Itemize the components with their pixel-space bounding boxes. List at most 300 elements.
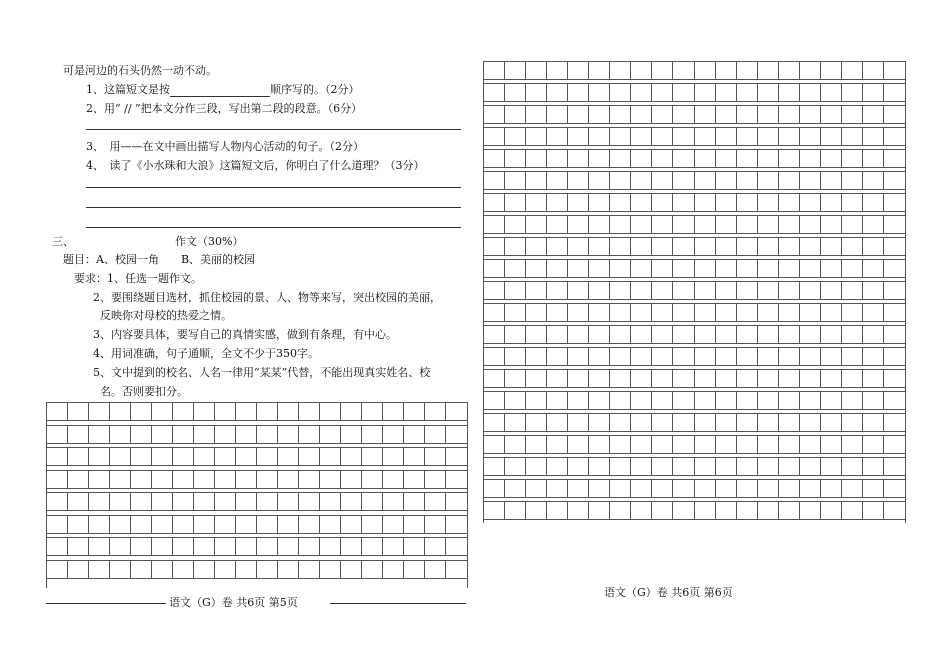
grid-cell[interactable] <box>841 172 842 189</box>
grid-cell[interactable] <box>672 62 673 79</box>
grid-cell[interactable] <box>651 414 652 431</box>
grid-cell[interactable] <box>567 172 568 189</box>
grid-cell[interactable] <box>609 194 610 211</box>
grid-cell[interactable] <box>820 238 821 255</box>
grid-cell[interactable] <box>672 392 673 409</box>
grid-cell[interactable] <box>715 392 716 409</box>
grid-cell[interactable] <box>403 561 404 578</box>
grid-cell[interactable] <box>778 84 779 101</box>
grid-cell[interactable] <box>862 480 863 497</box>
grid-cell[interactable] <box>799 260 800 277</box>
grid-cell[interactable] <box>609 106 610 123</box>
grid-cell[interactable] <box>525 128 526 145</box>
grid-cell[interactable] <box>715 480 716 497</box>
grid-cell[interactable] <box>361 561 362 578</box>
grid-cell[interactable] <box>130 538 131 555</box>
grid-cell[interactable] <box>651 238 652 255</box>
grid-cell[interactable] <box>778 260 779 277</box>
grid-cell[interactable] <box>651 260 652 277</box>
grid-cell[interactable] <box>799 194 800 211</box>
grid-cell[interactable] <box>799 392 800 409</box>
grid-cell[interactable] <box>319 516 320 533</box>
grid-cell[interactable] <box>883 392 884 409</box>
grid-cell[interactable] <box>504 370 505 387</box>
grid-cell[interactable] <box>340 538 341 555</box>
grid-cell[interactable] <box>862 502 863 519</box>
grid-cell[interactable] <box>736 502 737 519</box>
grid-cell[interactable] <box>403 493 404 510</box>
grid-cell[interactable] <box>546 106 547 123</box>
grid-cell[interactable] <box>736 458 737 475</box>
grid-cell[interactable] <box>841 458 842 475</box>
grid-cell[interactable] <box>757 216 758 233</box>
grid-cell[interactable] <box>778 480 779 497</box>
grid-cell[interactable] <box>546 436 547 453</box>
grid-cell[interactable] <box>820 392 821 409</box>
grid-cell[interactable] <box>67 448 68 465</box>
grid-cell[interactable] <box>651 348 652 365</box>
grid-cell[interactable] <box>630 414 631 431</box>
grid-cell[interactable] <box>736 172 737 189</box>
grid-cell[interactable] <box>651 282 652 299</box>
grid-cell[interactable] <box>525 436 526 453</box>
grid-cell[interactable] <box>424 471 425 488</box>
grid-cell[interactable] <box>715 194 716 211</box>
grid-cell[interactable] <box>567 84 568 101</box>
grid-cell[interactable] <box>361 426 362 443</box>
grid-cell[interactable] <box>799 370 800 387</box>
grid-cell[interactable] <box>820 326 821 343</box>
grid-cell[interactable] <box>424 426 425 443</box>
grid-cell[interactable] <box>715 282 716 299</box>
grid-cell[interactable] <box>193 516 194 533</box>
grid-cell[interactable] <box>67 471 68 488</box>
grid-cell[interactable] <box>630 458 631 475</box>
grid-cell[interactable] <box>256 471 257 488</box>
grid-cell[interactable] <box>546 326 547 343</box>
grid-cell[interactable] <box>256 493 257 510</box>
grid-cell[interactable] <box>445 448 446 465</box>
grid-cell[interactable] <box>546 458 547 475</box>
grid-cell[interactable] <box>88 516 89 533</box>
grid-cell[interactable] <box>757 480 758 497</box>
grid-cell[interactable] <box>504 458 505 475</box>
grid-cell[interactable] <box>757 238 758 255</box>
grid-cell[interactable] <box>298 516 299 533</box>
grid-cell[interactable] <box>799 238 800 255</box>
grid-cell[interactable] <box>361 471 362 488</box>
grid-cell[interactable] <box>504 150 505 167</box>
grid-cell[interactable] <box>841 238 842 255</box>
grid-cell[interactable] <box>778 62 779 79</box>
grid-cell[interactable] <box>651 172 652 189</box>
grid-cell[interactable] <box>567 282 568 299</box>
grid-cell[interactable] <box>862 282 863 299</box>
grid-cell[interactable] <box>277 538 278 555</box>
grid-cell[interactable] <box>630 62 631 79</box>
grid-cell[interactable] <box>340 493 341 510</box>
grid-cell[interactable] <box>883 194 884 211</box>
grid-cell[interactable] <box>694 62 695 79</box>
grid-cell[interactable] <box>546 370 547 387</box>
grid-cell[interactable] <box>799 304 800 321</box>
grid-cell[interactable] <box>672 238 673 255</box>
grid-cell[interactable] <box>736 128 737 145</box>
grid-cell[interactable] <box>546 282 547 299</box>
grid-cell[interactable] <box>799 458 800 475</box>
grid-cell[interactable] <box>214 561 215 578</box>
grid-cell[interactable] <box>172 426 173 443</box>
grid-cell[interactable] <box>757 150 758 167</box>
grid-cell[interactable] <box>588 62 589 79</box>
grid-cell[interactable] <box>883 326 884 343</box>
grid-cell[interactable] <box>109 561 110 578</box>
grid-cell[interactable] <box>820 260 821 277</box>
grid-cell[interactable] <box>298 403 299 420</box>
grid-cell[interactable] <box>820 62 821 79</box>
grid-cell[interactable] <box>694 392 695 409</box>
grid-cell[interactable] <box>525 458 526 475</box>
grid-cell[interactable] <box>841 106 842 123</box>
grid-cell[interactable] <box>67 561 68 578</box>
grid-cell[interactable] <box>820 502 821 519</box>
grid-cell[interactable] <box>799 326 800 343</box>
grid-cell[interactable] <box>361 516 362 533</box>
grid-cell[interactable] <box>841 348 842 365</box>
grid-cell[interactable] <box>298 448 299 465</box>
grid-cell[interactable] <box>715 414 716 431</box>
grid-cell[interactable] <box>862 150 863 167</box>
grid-cell[interactable] <box>778 150 779 167</box>
grid-cell[interactable] <box>694 414 695 431</box>
grid-cell[interactable] <box>235 493 236 510</box>
grid-cell[interactable] <box>588 436 589 453</box>
grid-cell[interactable] <box>651 502 652 519</box>
grid-cell[interactable] <box>88 471 89 488</box>
grid-cell[interactable] <box>525 150 526 167</box>
grid-cell[interactable] <box>757 194 758 211</box>
grid-cell[interactable] <box>567 480 568 497</box>
grid-cell[interactable] <box>630 326 631 343</box>
grid-cell[interactable] <box>841 392 842 409</box>
grid-cell[interactable] <box>588 238 589 255</box>
grid-cell[interactable] <box>778 216 779 233</box>
grid-cell[interactable] <box>130 471 131 488</box>
grid-cell[interactable] <box>588 128 589 145</box>
grid-cell[interactable] <box>651 370 652 387</box>
grid-cell[interactable] <box>403 403 404 420</box>
grid-cell[interactable] <box>193 561 194 578</box>
grid-cell[interactable] <box>214 516 215 533</box>
grid-cell[interactable] <box>277 471 278 488</box>
grid-cell[interactable] <box>736 84 737 101</box>
grid-cell[interactable] <box>651 106 652 123</box>
grid-cell[interactable] <box>109 471 110 488</box>
grid-cell[interactable] <box>525 326 526 343</box>
grid-cell[interactable] <box>841 436 842 453</box>
grid-cell[interactable] <box>546 84 547 101</box>
question-2-answer-line[interactable] <box>86 129 461 130</box>
grid-cell[interactable] <box>862 436 863 453</box>
grid-cell[interactable] <box>277 426 278 443</box>
grid-cell[interactable] <box>799 128 800 145</box>
grid-cell[interactable] <box>504 480 505 497</box>
grid-cell[interactable] <box>567 128 568 145</box>
grid-cell[interactable] <box>546 238 547 255</box>
grid-cell[interactable] <box>567 370 568 387</box>
grid-cell[interactable] <box>588 106 589 123</box>
grid-cell[interactable] <box>340 516 341 533</box>
grid-cell[interactable] <box>694 458 695 475</box>
grid-cell[interactable] <box>820 128 821 145</box>
grid-cell[interactable] <box>609 260 610 277</box>
grid-cell[interactable] <box>151 538 152 555</box>
grid-cell[interactable] <box>799 414 800 431</box>
grid-cell[interactable] <box>757 128 758 145</box>
grid-cell[interactable] <box>672 326 673 343</box>
grid-cell[interactable] <box>277 493 278 510</box>
grid-cell[interactable] <box>672 414 673 431</box>
grid-cell[interactable] <box>694 260 695 277</box>
grid-cell[interactable] <box>525 194 526 211</box>
grid-cell[interactable] <box>193 448 194 465</box>
grid-cell[interactable] <box>757 458 758 475</box>
grid-cell[interactable] <box>525 238 526 255</box>
grid-cell[interactable] <box>214 448 215 465</box>
grid-cell[interactable] <box>424 403 425 420</box>
grid-cell[interactable] <box>277 448 278 465</box>
grid-cell[interactable] <box>630 216 631 233</box>
grid-cell[interactable] <box>567 326 568 343</box>
grid-cell[interactable] <box>609 282 610 299</box>
grid-cell[interactable] <box>883 282 884 299</box>
grid-cell[interactable] <box>841 150 842 167</box>
grid-cell[interactable] <box>382 426 383 443</box>
grid-cell[interactable] <box>172 493 173 510</box>
grid-cell[interactable] <box>525 216 526 233</box>
grid-cell[interactable] <box>715 370 716 387</box>
grid-cell[interactable] <box>694 282 695 299</box>
grid-cell[interactable] <box>883 436 884 453</box>
grid-cell[interactable] <box>862 370 863 387</box>
grid-cell[interactable] <box>841 84 842 101</box>
grid-cell[interactable] <box>630 304 631 321</box>
grid-cell[interactable] <box>841 62 842 79</box>
grid-cell[interactable] <box>862 392 863 409</box>
grid-cell[interactable] <box>694 348 695 365</box>
grid-cell[interactable] <box>504 216 505 233</box>
grid-cell[interactable] <box>382 538 383 555</box>
grid-cell[interactable] <box>630 150 631 167</box>
grid-cell[interactable] <box>130 561 131 578</box>
grid-cell[interactable] <box>672 106 673 123</box>
right-writing-grid[interactable] <box>483 61 906 523</box>
grid-cell[interactable] <box>546 62 547 79</box>
grid-cell[interactable] <box>820 458 821 475</box>
grid-cell[interactable] <box>820 84 821 101</box>
grid-cell[interactable] <box>109 448 110 465</box>
grid-cell[interactable] <box>525 106 526 123</box>
grid-cell[interactable] <box>862 260 863 277</box>
grid-cell[interactable] <box>630 128 631 145</box>
grid-cell[interactable] <box>588 304 589 321</box>
grid-cell[interactable] <box>298 561 299 578</box>
grid-cell[interactable] <box>715 502 716 519</box>
grid-cell[interactable] <box>235 403 236 420</box>
grid-cell[interactable] <box>630 370 631 387</box>
grid-cell[interactable] <box>694 194 695 211</box>
grid-cell[interactable] <box>799 348 800 365</box>
grid-cell[interactable] <box>424 493 425 510</box>
grid-cell[interactable] <box>504 414 505 431</box>
grid-cell[interactable] <box>694 370 695 387</box>
grid-cell[interactable] <box>504 84 505 101</box>
grid-cell[interactable] <box>672 436 673 453</box>
grid-cell[interactable] <box>382 403 383 420</box>
grid-cell[interactable] <box>672 348 673 365</box>
grid-cell[interactable] <box>193 538 194 555</box>
grid-cell[interactable] <box>630 282 631 299</box>
grid-cell[interactable] <box>757 304 758 321</box>
grid-cell[interactable] <box>715 216 716 233</box>
grid-cell[interactable] <box>382 493 383 510</box>
grid-cell[interactable] <box>672 480 673 497</box>
grid-cell[interactable] <box>504 304 505 321</box>
grid-cell[interactable] <box>694 326 695 343</box>
grid-cell[interactable] <box>820 480 821 497</box>
grid-cell[interactable] <box>214 403 215 420</box>
grid-cell[interactable] <box>883 216 884 233</box>
grid-cell[interactable] <box>546 260 547 277</box>
grid-cell[interactable] <box>567 458 568 475</box>
grid-cell[interactable] <box>256 538 257 555</box>
grid-cell[interactable] <box>504 326 505 343</box>
grid-cell[interactable] <box>130 426 131 443</box>
grid-cell[interactable] <box>630 194 631 211</box>
grid-cell[interactable] <box>736 150 737 167</box>
grid-cell[interactable] <box>588 282 589 299</box>
grid-cell[interactable] <box>630 260 631 277</box>
grid-cell[interactable] <box>672 150 673 167</box>
grid-cell[interactable] <box>736 62 737 79</box>
grid-cell[interactable] <box>799 150 800 167</box>
grid-cell[interactable] <box>630 106 631 123</box>
grid-cell[interactable] <box>862 216 863 233</box>
grid-cell[interactable] <box>609 216 610 233</box>
grid-cell[interactable] <box>609 150 610 167</box>
grid-cell[interactable] <box>588 260 589 277</box>
grid-cell[interactable] <box>841 370 842 387</box>
grid-cell[interactable] <box>820 282 821 299</box>
grid-cell[interactable] <box>424 561 425 578</box>
grid-cell[interactable] <box>567 238 568 255</box>
grid-cell[interactable] <box>382 516 383 533</box>
grid-cell[interactable] <box>651 436 652 453</box>
grid-cell[interactable] <box>883 348 884 365</box>
grid-cell[interactable] <box>883 62 884 79</box>
grid-cell[interactable] <box>883 480 884 497</box>
grid-cell[interactable] <box>445 516 446 533</box>
grid-cell[interactable] <box>841 326 842 343</box>
grid-cell[interactable] <box>504 106 505 123</box>
grid-cell[interactable] <box>736 436 737 453</box>
grid-cell[interactable] <box>651 150 652 167</box>
grid-cell[interactable] <box>445 403 446 420</box>
grid-cell[interactable] <box>883 172 884 189</box>
grid-cell[interactable] <box>546 348 547 365</box>
grid-cell[interactable] <box>609 348 610 365</box>
grid-cell[interactable] <box>361 403 362 420</box>
grid-cell[interactable] <box>609 84 610 101</box>
grid-cell[interactable] <box>235 426 236 443</box>
grid-cell[interactable] <box>820 414 821 431</box>
question-4-answer-line-2[interactable] <box>86 207 461 208</box>
grid-cell[interactable] <box>445 471 446 488</box>
grid-cell[interactable] <box>820 150 821 167</box>
grid-cell[interactable] <box>694 502 695 519</box>
grid-cell[interactable] <box>862 326 863 343</box>
grid-cell[interactable] <box>172 448 173 465</box>
grid-cell[interactable] <box>67 403 68 420</box>
grid-cell[interactable] <box>277 403 278 420</box>
grid-cell[interactable] <box>235 448 236 465</box>
grid-cell[interactable] <box>694 304 695 321</box>
grid-cell[interactable] <box>862 238 863 255</box>
grid-cell[interactable] <box>298 538 299 555</box>
grid-cell[interactable] <box>672 502 673 519</box>
grid-cell[interactable] <box>672 260 673 277</box>
grid-cell[interactable] <box>88 448 89 465</box>
grid-cell[interactable] <box>841 304 842 321</box>
grid-cell[interactable] <box>651 304 652 321</box>
grid-cell[interactable] <box>172 516 173 533</box>
grid-cell[interactable] <box>109 538 110 555</box>
grid-cell[interactable] <box>694 216 695 233</box>
grid-cell[interactable] <box>382 561 383 578</box>
grid-cell[interactable] <box>841 414 842 431</box>
grid-cell[interactable] <box>130 516 131 533</box>
grid-cell[interactable] <box>567 194 568 211</box>
grid-cell[interactable] <box>546 128 547 145</box>
grid-cell[interactable] <box>757 260 758 277</box>
grid-cell[interactable] <box>651 458 652 475</box>
grid-cell[interactable] <box>694 480 695 497</box>
grid-cell[interactable] <box>340 403 341 420</box>
grid-cell[interactable] <box>715 84 716 101</box>
grid-cell[interactable] <box>567 216 568 233</box>
grid-cell[interactable] <box>567 150 568 167</box>
grid-cell[interactable] <box>841 216 842 233</box>
grid-cell[interactable] <box>588 502 589 519</box>
grid-cell[interactable] <box>235 516 236 533</box>
grid-cell[interactable] <box>130 448 131 465</box>
grid-cell[interactable] <box>736 414 737 431</box>
grid-cell[interactable] <box>715 458 716 475</box>
grid-cell[interactable] <box>841 480 842 497</box>
grid-cell[interactable] <box>736 194 737 211</box>
grid-cell[interactable] <box>651 84 652 101</box>
grid-cell[interactable] <box>778 458 779 475</box>
grid-cell[interactable] <box>715 304 716 321</box>
grid-cell[interactable] <box>88 493 89 510</box>
grid-cell[interactable] <box>651 194 652 211</box>
grid-cell[interactable] <box>883 260 884 277</box>
grid-cell[interactable] <box>172 538 173 555</box>
grid-cell[interactable] <box>445 561 446 578</box>
grid-cell[interactable] <box>172 471 173 488</box>
grid-cell[interactable] <box>609 326 610 343</box>
grid-cell[interactable] <box>820 216 821 233</box>
